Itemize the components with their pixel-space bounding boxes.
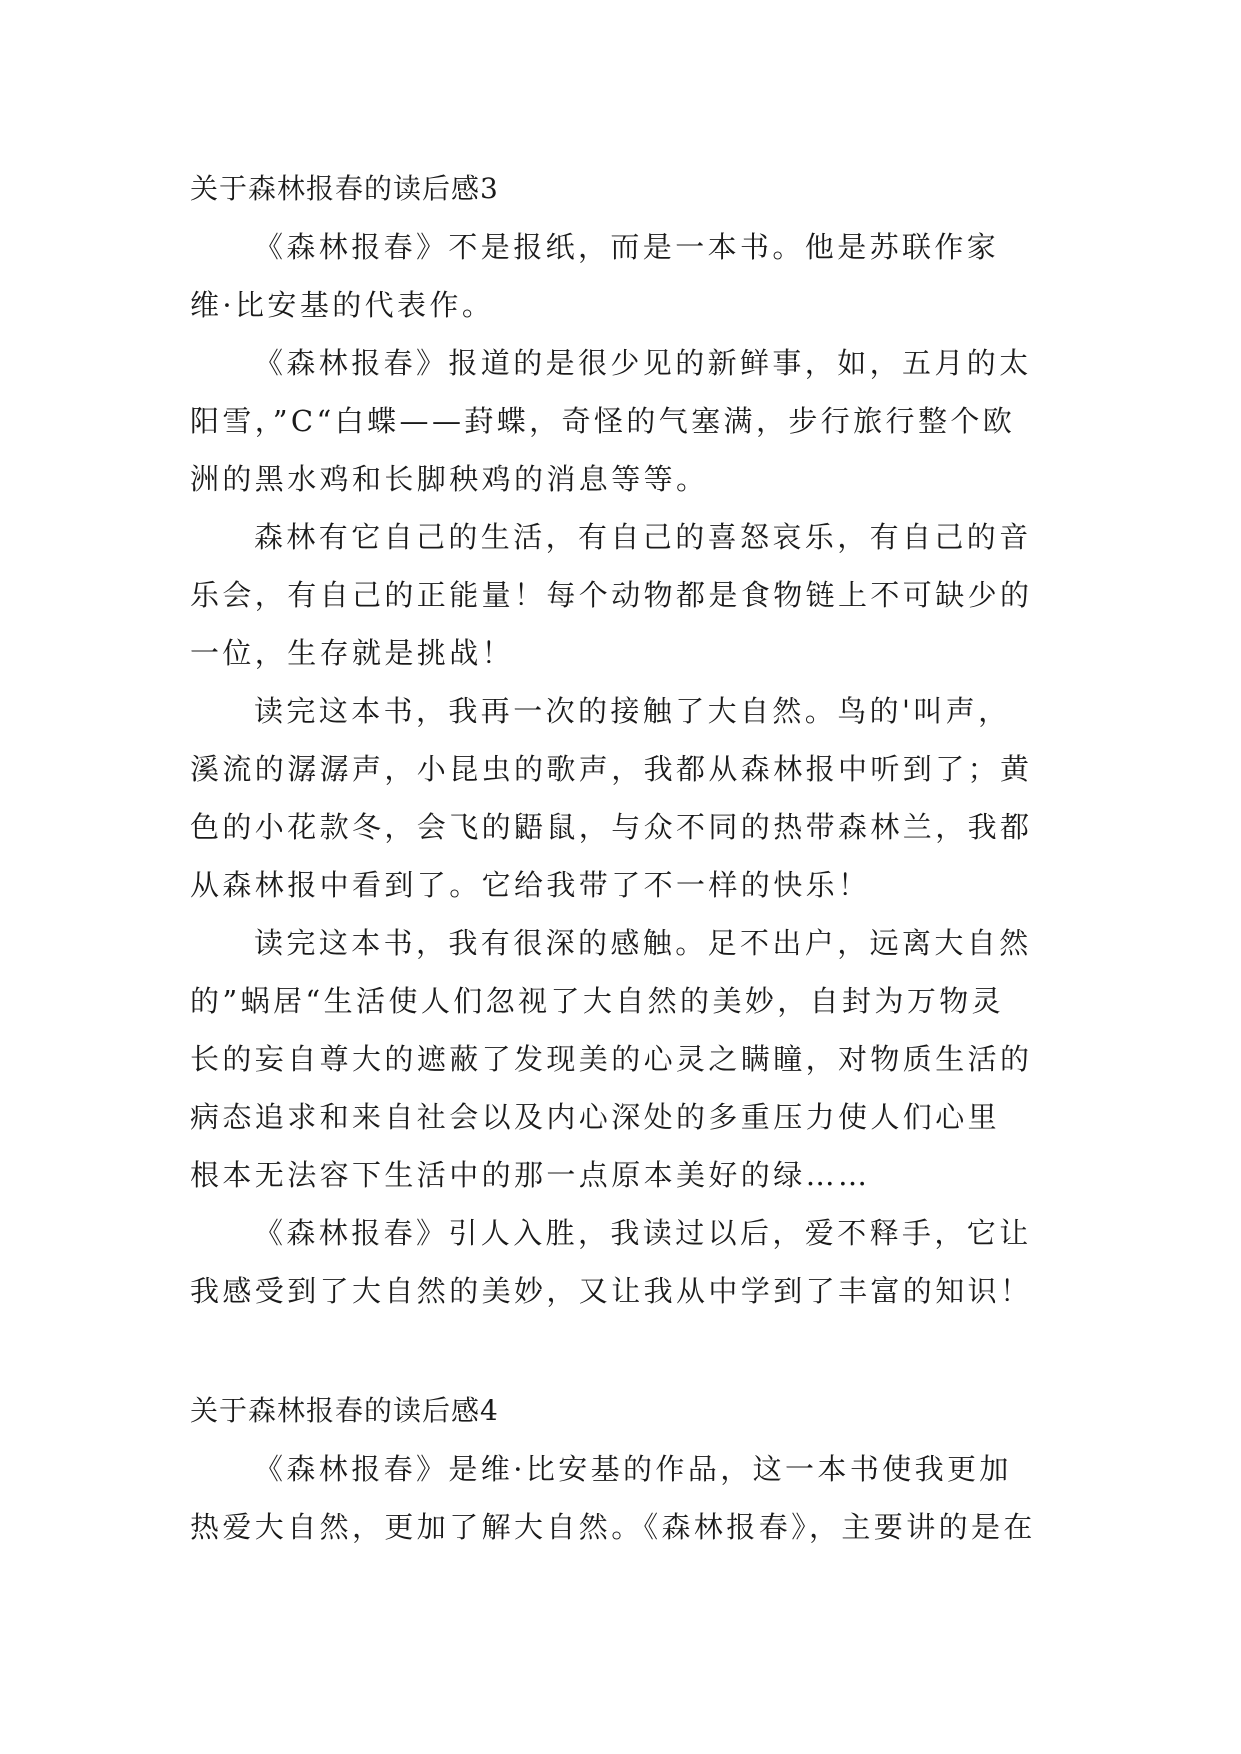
- text-line: 色的小花款冬，会飞的鼯鼠，与众不同的热带森林兰，我都: [190, 810, 1033, 844]
- text-line: 根本无法容下生活中的那一点原本美好的绿……: [190, 1158, 871, 1192]
- text-line: 一位，生存就是挑战！: [190, 636, 515, 670]
- text-line: 维·比安基的代表作。: [190, 288, 495, 322]
- essay-section-4: [190, 1382, 1070, 1556]
- text-line: 乐会，有自己的正能量！每个动物都是食物链上不可缺少的: [190, 578, 1033, 612]
- text-line: 热爱大自然，更加了解大自然。《森林报春》，主要讲的是在: [190, 1510, 1036, 1544]
- text-line: 洲的黑水鸡和长脚秧鸡的消息等等。: [190, 462, 709, 496]
- text-line: 森林有它自己的生活，有自己的喜怒哀乐，有自己的音: [254, 520, 1032, 554]
- essay-section-3: [190, 160, 1070, 1320]
- paragraph: [190, 682, 1070, 914]
- text-line: 《森林报春》引人入胜，我读过以后，爱不释手，它让: [254, 1216, 1032, 1250]
- paragraph: [190, 334, 1070, 508]
- text-line: 读完这本书，我再一次的接触了大自然。鸟的'叫声，: [254, 694, 1011, 728]
- text-line: 溪流的潺潺声，小昆虫的歌声，我都从森林报中听到了；黄: [190, 752, 1033, 786]
- text-line: 从森林报中看到了。它给我带了不一样的快乐！: [190, 868, 871, 902]
- paragraph: [190, 1204, 1070, 1320]
- text-line: 长的妄自尊大的遮蔽了发现美的心灵之瞒瞳，对物质生活的: [190, 1042, 1033, 1076]
- text-line: 《森林报春》是维·比安基的作品，这一本书使我更加: [254, 1452, 1012, 1486]
- paragraph: [190, 914, 1070, 1204]
- text-line: 《森林报春》不是报纸，而是一本书。他是苏联作家: [254, 230, 1000, 264]
- section-heading: 关于森林报春的读后感3: [190, 172, 499, 205]
- text-line: 读完这本书，我有很深的感触。足不出户，远离大自然: [254, 926, 1032, 960]
- paragraph: [190, 218, 1070, 334]
- text-line: 阳雪，”C“白蝶——葑蝶，奇怪的气塞满，步行旅行整个欧: [190, 404, 1016, 438]
- text-line: 的”蜗居“生活使人们忽视了大自然的美妙，自封为万物灵: [190, 984, 1005, 1018]
- text-line: 我感受到了大自然的美妙，又让我从中学到了丰富的知识！: [190, 1274, 1033, 1308]
- paragraph: [190, 508, 1070, 682]
- text-line: 《森林报春》报道的是很少见的新鲜事，如，五月的太: [254, 346, 1032, 380]
- section-heading: 关于森林报春的读后感4: [190, 1394, 499, 1427]
- paragraph: [190, 1440, 1070, 1556]
- text-line: 病态追求和来自社会以及内心深处的多重压力使人们心里: [190, 1100, 1001, 1134]
